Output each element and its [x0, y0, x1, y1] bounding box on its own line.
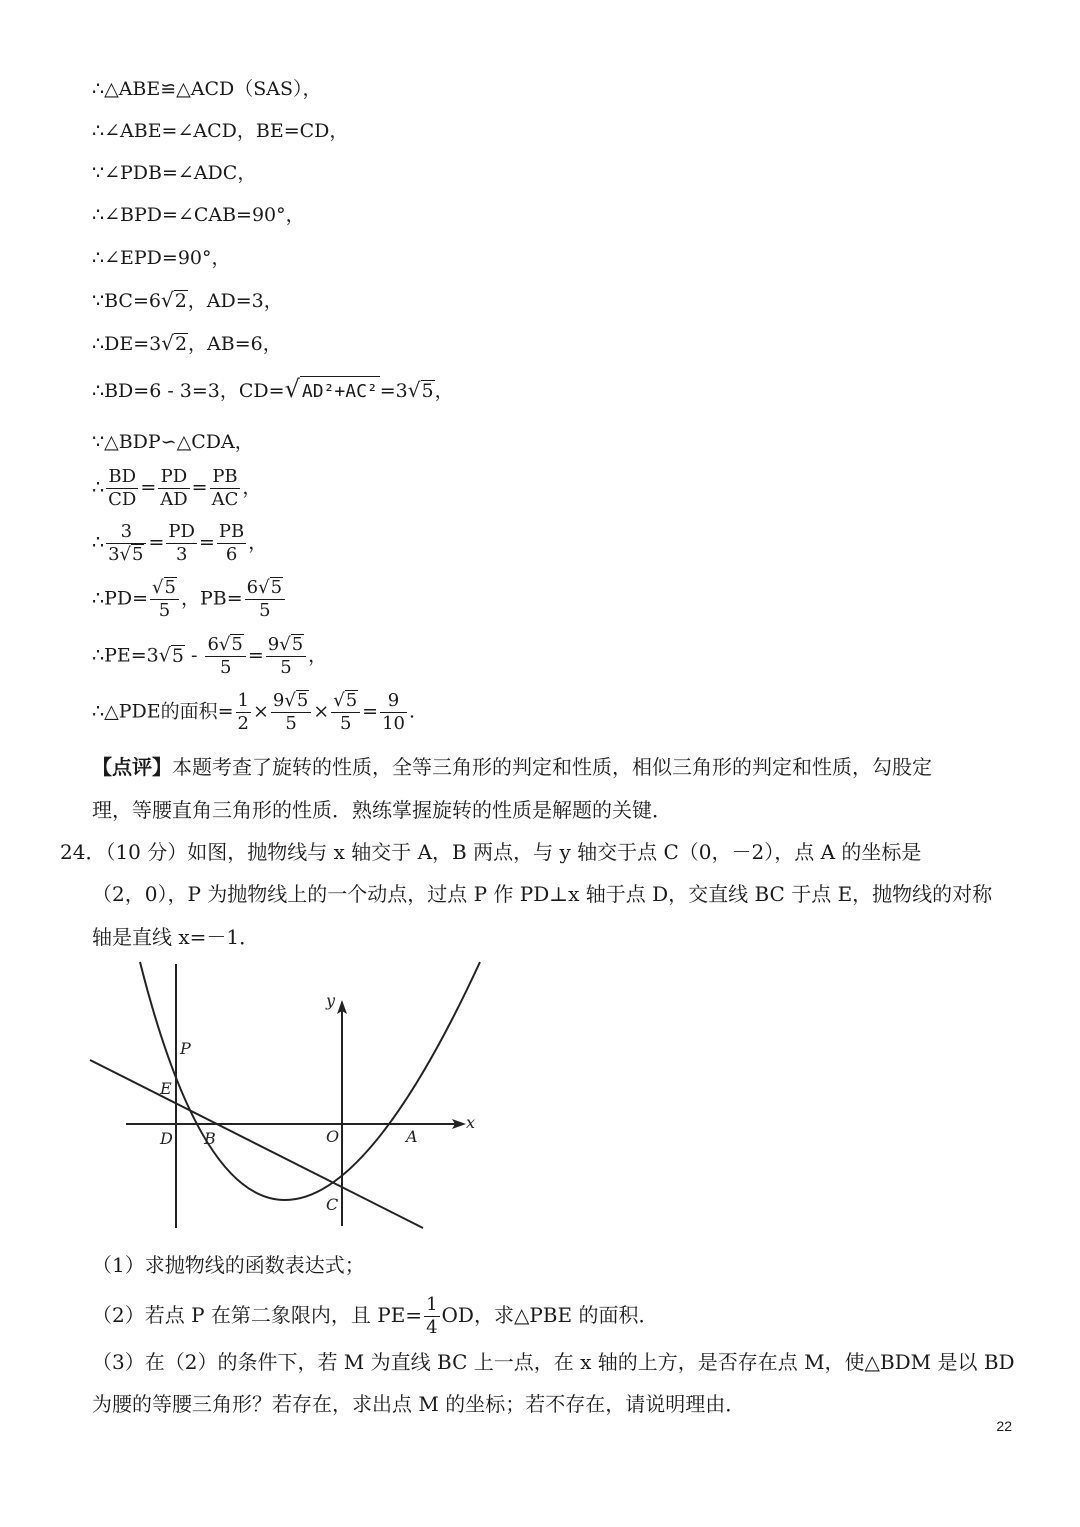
label-c: C	[326, 1195, 339, 1214]
step-8	[92, 376, 454, 405]
question-2-b: OD，求△PBE 的面积．	[441, 1303, 659, 1327]
step-10: ∴ $\frac{BD}{CD}$ = $\frac{PD}{AD}$ = $\frac{PB}{AC}$ ，	[92, 466, 262, 510]
problem-line-1: 24．（10 分）如图，抛物线与 x 轴交于 A，B 两点，与 y 轴交于点 C（0，－2），点 A 的坐标是	[60, 840, 922, 864]
step-12	[92, 577, 287, 622]
numerator-coef: 6	[246, 577, 259, 598]
fraction	[217, 521, 246, 566]
label-d: D	[160, 1129, 173, 1148]
numerator: 1	[426, 1294, 438, 1315]
step-8-r: 5	[421, 380, 434, 402]
numerator: 1	[237, 690, 249, 711]
step-8-c: ，	[434, 380, 454, 402]
numerator: 9	[380, 690, 407, 713]
label-e: E	[160, 1079, 172, 1098]
sqrt-sign-icon: √	[407, 378, 421, 402]
step-2: ∴∠ABE=∠ACD，BE=CD，	[92, 120, 349, 142]
step-7-a: ∴DE=3	[92, 333, 162, 355]
step-8-b: =3	[379, 380, 408, 402]
fraction	[331, 690, 360, 735]
denominator: 5	[259, 600, 271, 621]
step-14	[92, 690, 415, 735]
radicand: 5	[164, 577, 176, 598]
step-8-a: ∴BD=6 - 3=3，CD=	[92, 380, 285, 402]
step-6-a: ∵BC=6	[92, 290, 161, 312]
denominator: 3√5	[108, 544, 144, 565]
comment-text-1: 本题考查了旋转的性质，全等三角形的判定和性质，相似三角形的判定和性质，勾股定	[172, 755, 932, 779]
step-1: ∴△ABE≌△ACD（SAS），	[92, 78, 322, 100]
fraction	[236, 690, 251, 735]
problem-line-3: 轴是直线 x=－1．	[92, 925, 260, 949]
step-5: ∴∠EPD=90°，	[92, 247, 231, 269]
label-p: P	[180, 1039, 191, 1058]
step-13-post: ，	[308, 644, 328, 667]
denominator: 3	[175, 544, 188, 565]
fraction	[210, 466, 241, 511]
fraction	[166, 521, 197, 566]
sqrt-sign-icon: √	[284, 375, 300, 403]
numerator: √5	[150, 577, 179, 600]
numerator: 6√5	[205, 634, 245, 657]
radicand: 5	[296, 690, 309, 711]
step-7-b: ，AB=6，	[188, 333, 282, 355]
numerator-coef: 9	[267, 634, 280, 655]
denominator: AC	[211, 489, 239, 510]
step-10-post: ，	[242, 476, 262, 499]
denominator: 6	[225, 544, 238, 565]
step-6-radicand: 2	[174, 290, 187, 312]
step-3: ∵∠PDB=∠ADC，	[92, 162, 257, 184]
radicand: 5	[132, 544, 144, 565]
fraction	[150, 577, 179, 622]
question-1: （1）求抛物线的函数表达式；	[92, 1253, 365, 1277]
question-3-line-2: 为腰的等腰三角形？若存在，求出点 M 的坐标；若不存在，请说明理由．	[92, 1392, 746, 1416]
sqrt-sign-icon: √	[161, 331, 174, 355]
question-2-a: （2）若点 P 在第二象限内，且 PE=	[92, 1303, 423, 1327]
step-11-post: ，	[248, 531, 268, 554]
numerator: 3	[106, 521, 146, 544]
step-11-pre: ∴	[92, 531, 105, 554]
step-10-pre: ∴	[92, 476, 105, 499]
radicand: 5	[291, 634, 304, 655]
times: ×	[252, 700, 269, 723]
step-6-b: ，AD=3，	[187, 290, 283, 312]
fraction	[271, 690, 311, 735]
radicand: 5	[345, 690, 358, 711]
fraction	[380, 690, 407, 735]
numerator: √5	[331, 690, 360, 713]
fraction	[245, 577, 285, 622]
problem-line-2: （2，0），P 为抛物线上的一个动点，过点 P 作 PD⊥x 轴于点 D，交直线 BC 于点 E，抛物线的对称	[92, 882, 993, 906]
numerator: 9√5	[266, 634, 306, 657]
numerator: 9√5	[271, 690, 311, 713]
numerator: PD	[158, 466, 189, 489]
radicand: 5	[231, 634, 243, 655]
label-o: O	[326, 1127, 340, 1146]
step-9: ∵△BDP∽△CDA，	[92, 431, 254, 453]
label-a: A	[406, 1127, 418, 1146]
step-13-pre: ∴PE=3	[92, 644, 159, 667]
times: ×	[313, 700, 330, 723]
denominator: 5	[158, 600, 171, 621]
denominator: 2	[237, 713, 249, 734]
step-14-pre: ∴△PDE的面积=	[92, 700, 234, 723]
minus: -	[184, 644, 204, 667]
denominator: 5	[280, 657, 292, 678]
denominator: AD	[160, 489, 188, 510]
equals: =	[247, 644, 264, 667]
comment-line-1	[92, 753, 932, 781]
step-13: ∴PE=3√5 - $\frac{6√5}{5}$ = $\frac{9√5}{5}$ ，	[92, 634, 328, 678]
denominator-coef: 3	[108, 544, 120, 565]
label-y: y	[326, 991, 336, 1010]
fraction	[424, 1294, 439, 1339]
numerator: BD	[106, 466, 138, 489]
fraction	[266, 634, 306, 679]
numerator: PB	[210, 466, 241, 489]
denominator: CD	[108, 489, 137, 510]
page-number: 22	[996, 1418, 1012, 1434]
parabola-curve	[140, 962, 480, 1200]
label-x: x	[466, 1113, 476, 1132]
numerator: PB	[218, 521, 245, 542]
radicand: 5	[171, 644, 184, 667]
step-4: ∴∠BPD=∠CAB=90°，	[92, 204, 305, 226]
fraction	[158, 466, 189, 511]
step-8-radicand: AD²+AC²	[300, 376, 380, 405]
comment-tag: 【点评】	[92, 755, 172, 779]
sqrt-sign-icon: √	[160, 288, 174, 312]
radicand: 5	[270, 577, 283, 598]
step-7-radicand: 2	[174, 333, 188, 355]
question-2	[92, 1294, 658, 1339]
denominator: 5	[219, 657, 232, 678]
step-14-post: .	[408, 700, 416, 723]
label-b: B	[204, 1129, 216, 1148]
step-12-pre: ∴PD=	[92, 587, 149, 610]
numerator-coef: 9	[272, 690, 285, 711]
fraction	[106, 466, 138, 511]
step-7	[92, 330, 282, 357]
fraction	[106, 521, 146, 566]
step-12-mid: ，PB=	[180, 587, 243, 610]
denominator: 10	[382, 713, 405, 734]
denominator: 5	[285, 713, 297, 734]
denominator: 4	[426, 1317, 438, 1338]
step-6	[92, 287, 283, 314]
parabola-figure	[88, 958, 488, 1233]
denominator: 5	[339, 713, 352, 734]
step-11: ∴ $\frac{3}{3√5}$ = $\frac{PD}{3}$ = $\frac{PB}{6}$ ，	[92, 521, 268, 565]
numerator-coef: 6	[207, 634, 219, 655]
comment-line-2: 理，等腰直角三角形的性质．熟练掌握旋转的性质是解题的关键．	[92, 798, 672, 822]
equals: =	[362, 700, 379, 723]
numerator: PD	[168, 521, 195, 542]
numerator: 6√5	[245, 577, 285, 600]
fraction	[205, 634, 245, 679]
question-3-line-1: （3）在（2）的条件下，若 M 为直线 BC 上一点，在 x 轴的上方，是否存在点 M，使△BDM 是以 BD	[92, 1350, 1015, 1374]
